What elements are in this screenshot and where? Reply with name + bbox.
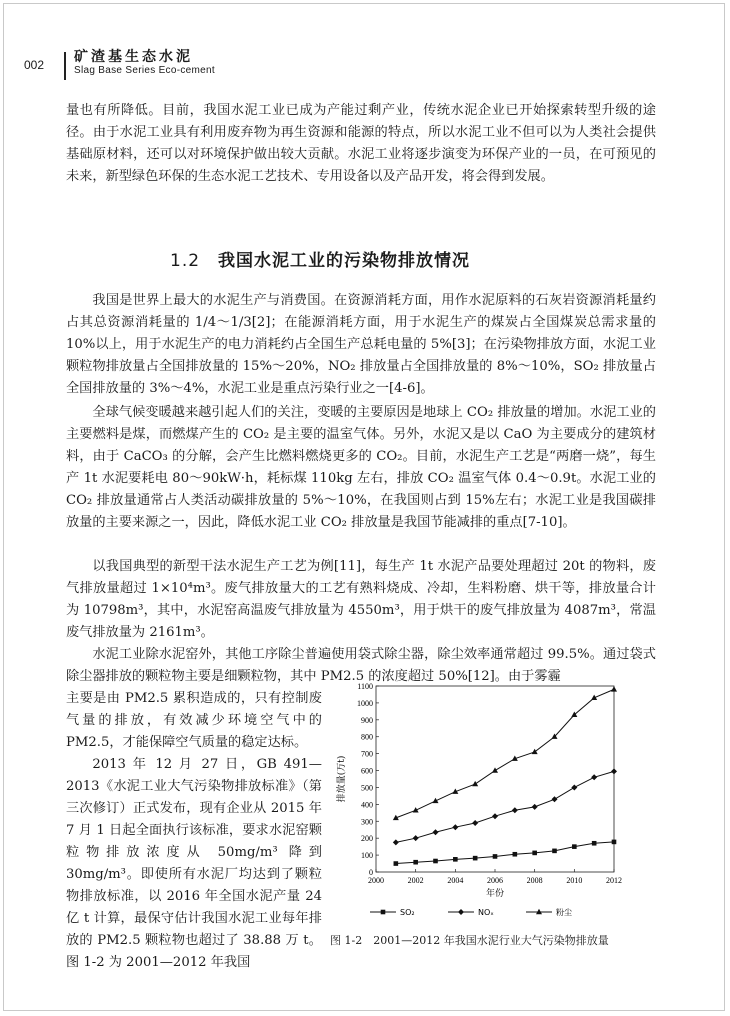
section-title: 我国水泥工业的污染物排放情况: [218, 251, 471, 271]
x-tick-label: 2006: [487, 876, 503, 885]
y-tick-label: 500: [361, 783, 373, 793]
data-point-1: [552, 849, 557, 854]
y-tick-label: 700: [361, 749, 373, 759]
data-point-3: [611, 686, 617, 691]
data-point-1: [493, 854, 498, 859]
y-tick-label: 1000: [357, 698, 373, 708]
data-point-3: [472, 781, 478, 786]
data-point-1: [572, 844, 577, 849]
y-tick-label: 900: [361, 715, 373, 725]
y-tick-label: 300: [361, 817, 373, 827]
y-tick-label: 400: [361, 800, 373, 810]
section-heading: [170, 246, 470, 271]
data-point-2: [512, 807, 518, 813]
paragraph-0: 量也有所降低。目前，我国水泥工业已成为产能过剩产业，传统水泥企业已开始探索转型升级的途径。由于水泥工业具有利用废弃物为再生资源和能源的特点，所以水泥工业不但可以为人类社会提供基础原材料，还可以对环境保护做出较大贡献。水泥工业将逐步演变为环保产业的一员，在可预见的未来，新型绿色环保的生态水泥工艺技术、专用设备以及产品开发，将会得到发展。: [66, 103, 656, 184]
data-point-2: [413, 835, 419, 841]
figure-caption: 图 1-2 2001—2012 年我国水泥行业大气污染物排放量: [330, 934, 609, 947]
header-divider: [64, 52, 66, 80]
paragraph-2: 全球气候变暖越来越引起人们的关注，变暖的主要原因是地球上 CO₂ 排放量的增加。水泥工业的主要燃料是煤，而燃煤产生的 CO₂ 是主要的温室气体。另外，水泥又是以 CaO 为主要成分的建筑材料，由于 CaCO₃ 的分解，会产生比燃料燃烧更多的 CO₂。目前，水泥生产工艺是“两磨一烧”，每生产 1t 水泥要耗电 80～90kW·h，耗标煤 110kg 左右，排放 CO₂ 温室气体 0.4～0.9t。水泥工业的 CO₂ 排放量通常占人类活动碳排放量的 5%～10%，在我国则占到 15%左右；水泥工业是我国碳排放量的主要来源之一，因此，降低水泥工业 CO₂ 排放量是我国节能减排的重点[7-10]。: [66, 405, 656, 530]
y-tick-label: 200: [361, 834, 373, 844]
paragraph-5: 2013 年 12 月 27 日，GB 491—2013《水泥工业大气污染物排放标准》（第三次修订）正式发布，现有企业从 2015 年 7 月 1 日起全面执行该标准，要求水泥窑颗粒物排放浓度从 50mg/m³ 降到 30mg/m³。即使所有水泥厂均达到了颗粒物排放标准，以 2016 年全国水泥产量 24 亿 t 计算，最保守估计我国水泥工业每年排放的 PM2.5 颗粒物也超过了 38.88 万 t。图 1-2 为 2001—2012 年我国: [66, 757, 322, 970]
data-point-1: [532, 851, 537, 856]
page-number: 002: [24, 58, 45, 72]
legend-marker: [381, 910, 386, 915]
series-line-1: [396, 842, 614, 864]
y-tick-label: 800: [361, 732, 373, 742]
legend-marker: [458, 909, 464, 915]
data-point-2: [571, 784, 577, 790]
y-tick-label: 0: [369, 868, 373, 877]
data-point-3: [492, 767, 498, 772]
series-subtitle: Slag Base Series Eco-cement: [74, 65, 215, 76]
legend-label: SO₂: [400, 908, 415, 917]
running-header: [24, 40, 714, 80]
data-point-2: [532, 804, 538, 810]
data-point-2: [472, 820, 478, 826]
y-tick-label: 100: [361, 851, 373, 861]
data-point-1: [513, 852, 518, 857]
paragraph-4b: 主要是由 PM2.5 累积造成的，只有控制废气量的排放，有效减少环境空气中的 PM2.5，才能保障空气质量的稳定达标。: [66, 691, 322, 750]
data-point-1: [394, 861, 399, 866]
legend-label: NOₓ: [478, 908, 494, 917]
series-line-3: [396, 689, 614, 818]
data-point-3: [532, 749, 538, 754]
x-tick-label: 2004: [447, 876, 464, 885]
data-point-2: [452, 824, 458, 830]
data-point-1: [433, 859, 438, 864]
book-title: 矿渣基生态水泥: [74, 49, 193, 65]
y-axis-label: 排放量(万t): [337, 755, 347, 803]
plot-frame: [376, 686, 614, 872]
legend-label: 粉尘: [556, 908, 572, 917]
data-point-2: [611, 768, 617, 774]
x-tick-label: 2002: [407, 876, 424, 885]
data-point-2: [393, 839, 399, 845]
data-point-2: [433, 829, 439, 835]
series-line-2: [396, 771, 614, 842]
y-tick-label: 1100: [357, 682, 373, 691]
data-point-1: [612, 840, 617, 845]
x-tick-label: 2000: [368, 876, 384, 885]
data-point-1: [413, 860, 418, 865]
paragraph-1: 我国是世界上最大的水泥生产与消费国。在资源消耗方面，用作水泥原料的石灰岩资源消耗量约占其总资源消耗量的 1/4～1/3[2]；在能源消耗方面，用于水泥生产的煤炭占全国煤炭总需求量的 10%以上，用于水泥生产的电力消耗约占全国生产总耗电量的 5%[3]；在污染物排放方面，水泥工业颗粒物排放量占全国排放量的 15%～20%，NO₂ 排放量占全国排放量的 8%～10%，SO₂ 排放量占全国排放量的 3%～4%，水泥工业是重点污染行业之一[4-6]。: [66, 293, 656, 396]
x-tick-label: 2012: [606, 876, 622, 885]
paragraph-4a: 水泥工业除水泥窑外，其他工序除尘普遍使用袋式除尘器，除尘效率通常超过 99.5%。通过袋式除尘器排放的颗粒物主要是细颗粒物，其中 PM2.5 的浓度超过 50%[12]。由于雾霾: [66, 647, 656, 684]
x-tick-label: 2008: [526, 876, 543, 885]
data-point-1: [592, 841, 597, 846]
paragraph-3: 以我国典型的新型干法水泥生产工艺为例[11]，每生产 1t 水泥产品要处理超过 20t 的物料，废气排放量超过 1×10⁴m³。废气排放量大的工艺有熟料烧成、冷却，生料粉磨、烘干等，排放量合计为 10798m³，其中，水泥窑高温废气排放量为 4550m³，用于烘干的废气排放量为 4087m³，常温废气排放量为 2161m³。: [66, 559, 656, 640]
data-point-1: [473, 856, 478, 861]
section-number: 1.2: [170, 251, 201, 271]
data-point-2: [492, 813, 498, 819]
emissions-line-chart: [330, 676, 630, 966]
data-point-1: [453, 857, 458, 862]
x-tick-label: 2010: [566, 876, 583, 885]
y-tick-label: 600: [361, 766, 373, 776]
data-point-2: [591, 774, 597, 780]
x-axis-label: 年份: [485, 889, 505, 899]
data-point-2: [552, 796, 558, 802]
